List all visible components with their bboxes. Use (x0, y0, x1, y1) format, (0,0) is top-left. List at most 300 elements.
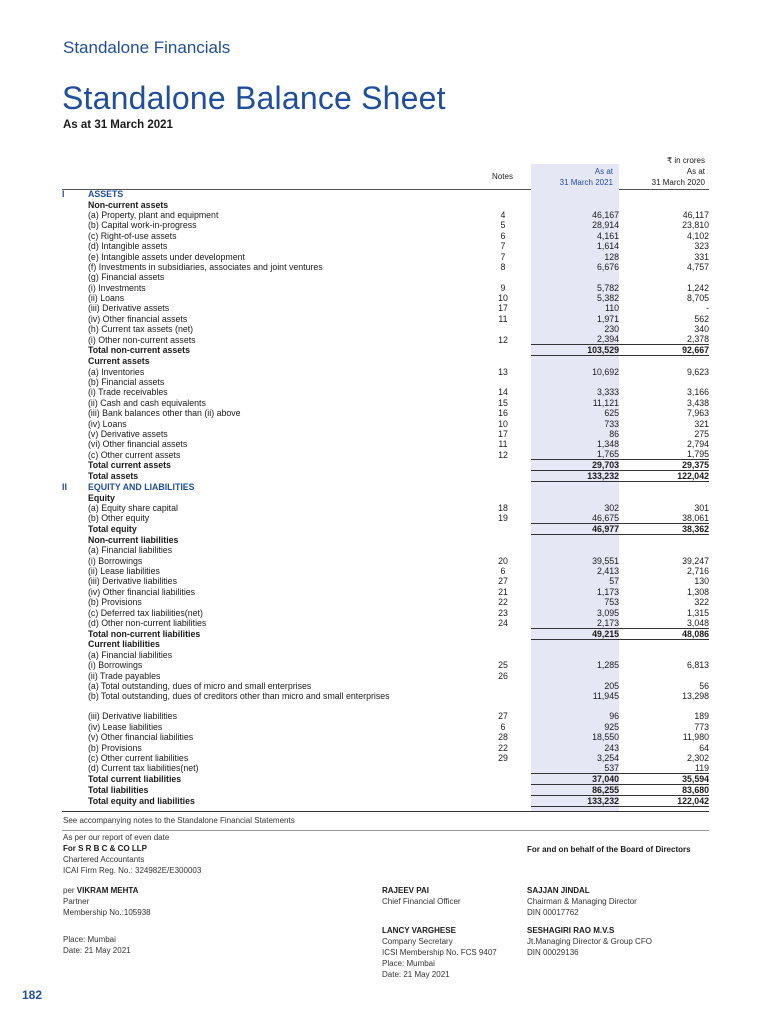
row-note: 27 (498, 711, 508, 722)
row-value-2020: 11,980 (682, 732, 709, 743)
table-row (62, 429, 709, 439)
table-row (62, 345, 709, 356)
row-label: (c) Deferred tax liabilities(net) (88, 607, 203, 618)
row-note: 14 (498, 387, 508, 398)
row-note (475, 650, 531, 660)
row-value-2020: 35,594 (619, 774, 709, 785)
row-label: (d) Other non-current liabilities (88, 618, 207, 629)
row-value-2021 (531, 272, 619, 282)
row-note (475, 535, 531, 545)
row-note: 22 (498, 597, 508, 608)
row-note: 9 (500, 282, 506, 293)
row-note (475, 639, 531, 649)
table-row (62, 670, 709, 680)
row-note: 5 (500, 220, 506, 231)
partner-place-date (63, 934, 131, 956)
table-row (62, 439, 709, 449)
row-label: (c) Other current liabilities (88, 752, 189, 763)
row-label: (iv) Lease liabilities (88, 721, 163, 732)
row-value-2021: 5,782 (596, 282, 619, 293)
row-value-2021: 733 (604, 418, 619, 429)
row-label: (b) Financial assets (88, 376, 165, 387)
table-row (62, 503, 709, 513)
table-row (62, 251, 709, 261)
table-row (62, 283, 709, 293)
row-value-2021: 3,333 (596, 387, 619, 398)
row-value-2021: 57 (609, 576, 619, 587)
row-value-2020: 331 (694, 251, 709, 262)
row-note: 20 (498, 555, 508, 566)
row-value-2020: 83,680 (619, 785, 709, 796)
row-label: (a) Property, plant and equipment (88, 209, 219, 220)
row-label: (e) Intangible assets under development (88, 251, 245, 262)
partner-date: Date: 21 May 2021 (63, 946, 131, 955)
row-number (62, 241, 88, 251)
cs-name: LANCY VARGHESE (382, 926, 456, 935)
row-number (62, 251, 88, 261)
table-row (62, 199, 709, 209)
row-note: 10 (498, 293, 508, 304)
row-note (475, 189, 531, 199)
table-row (62, 408, 709, 418)
row-number (62, 303, 88, 313)
row-value-2020: 38,362 (619, 524, 709, 535)
row-note: 11 (498, 313, 508, 324)
table-row (62, 492, 709, 502)
row-value-2021: 2,173 (596, 617, 619, 628)
auditor-block (63, 832, 201, 876)
row-value-2020 (619, 492, 709, 502)
row-label: (b) Total outstanding, dues of creditors other than micro and small enterprises (88, 691, 390, 702)
row-value-2020: 1,308 (686, 586, 709, 597)
row-value-2021: 28,914 (592, 220, 619, 231)
row-label: (ii) Trade payables (88, 670, 161, 681)
row-label: (d) Intangible assets (88, 241, 168, 252)
row-number (62, 555, 88, 565)
table-row (62, 366, 709, 376)
row-number (62, 711, 88, 721)
table-bottom-rule (62, 811, 709, 812)
row-note: 25 (498, 660, 508, 671)
row-value-2021 (531, 482, 619, 492)
row-value-2021: 46,675 (592, 513, 619, 524)
table-row (62, 231, 709, 241)
row-note: 24 (498, 618, 508, 629)
row-number (62, 439, 88, 449)
row-number (62, 742, 88, 752)
row-label: (f) Investments in subsidiaries, associates and joint ventures (88, 261, 323, 272)
row-number (62, 334, 88, 345)
row-note: 12 (498, 449, 508, 460)
row-label: (vi) Other financial assets (88, 439, 188, 450)
row-value-2020: 1,242 (686, 282, 709, 293)
row-value-2021: 1,971 (596, 313, 619, 324)
row-value-2021: 18,550 (592, 732, 619, 743)
row-value-2020: 322 (694, 597, 709, 608)
row-label: (a) Equity share capital (88, 502, 178, 513)
table-row (62, 220, 709, 230)
row-label: (c) Other current assets (88, 449, 181, 460)
row-number (62, 535, 88, 545)
row-label: ASSETS (88, 189, 124, 200)
row-number (62, 597, 88, 607)
row-number (62, 691, 88, 711)
row-number (62, 639, 88, 649)
row-note (475, 471, 531, 482)
row-label: Total equity and liabilities (88, 796, 195, 807)
row-value-2020: 3,438 (686, 397, 709, 408)
row-value-2020: 323 (694, 241, 709, 252)
row-value-2020: 9,623 (686, 366, 709, 377)
row-number (62, 356, 88, 366)
row-value-2021 (531, 535, 619, 545)
row-number (62, 513, 88, 524)
chairman-block (527, 885, 637, 918)
row-label: (h) Current tax assets (net) (88, 324, 194, 335)
firm-reg: ICAI Firm Reg. No.: 324982E/E300003 (63, 866, 202, 875)
row-value-2021: 1,173 (596, 586, 619, 597)
signature-rule (62, 830, 709, 831)
row-label: Non-current liabilities (88, 534, 179, 545)
row-value-2020: 23,810 (682, 220, 709, 231)
row-label: (i) Borrowings (88, 555, 143, 566)
row-value-2020: 2,302 (686, 752, 709, 763)
row-value-2020: 64 (699, 742, 709, 753)
row-value-2021: 10,692 (592, 366, 619, 377)
row-label: (b) Capital work-in-progress (88, 220, 197, 231)
row-number: I (62, 189, 65, 200)
board-label: For and on behalf of the Board of Directors (527, 845, 691, 854)
partner-prefix: per (63, 886, 75, 895)
row-value-2020: 122,042 (619, 471, 709, 482)
row-value-2020: 38,061 (682, 513, 709, 524)
row-value-2020: 189 (694, 711, 709, 722)
row-value-2021: 1,765 (596, 449, 619, 460)
row-number (62, 418, 88, 428)
row-label: (a) Financial liabilities (88, 545, 173, 556)
row-value-2021: 2,394 (596, 334, 619, 345)
row-value-2020: 6,813 (686, 660, 709, 671)
row-note: 8 (500, 261, 506, 272)
row-value-2020: - (706, 303, 709, 314)
table-row (62, 607, 709, 617)
row-value-2020: 321 (694, 418, 709, 429)
jmd-name: SESHAGIRI RAO M.V.S (527, 926, 615, 935)
row-number (62, 314, 88, 324)
table-row (62, 774, 709, 785)
table-row (62, 387, 709, 397)
table-row (62, 334, 709, 345)
row-value-2021 (531, 639, 619, 649)
row-label: (iii) Derivative liabilities (88, 576, 177, 587)
table-row (62, 742, 709, 752)
row-value-2021 (531, 356, 619, 366)
table-row (62, 545, 709, 555)
row-label: (iii) Bank balances other than (ii) above (88, 408, 241, 419)
row-note (475, 272, 531, 282)
balance-sheet-table (62, 189, 709, 807)
row-note (475, 628, 531, 639)
row-label: (b) Provisions (88, 597, 142, 608)
board-line (527, 844, 691, 855)
row-note: 7 (500, 251, 506, 262)
row-label: (ii) Lease liabilities (88, 566, 160, 577)
row-number (62, 283, 88, 293)
partner-membership: Membership No.:105938 (63, 908, 151, 917)
table-row (62, 513, 709, 524)
row-note: 18 (498, 502, 508, 513)
row-number (62, 576, 88, 586)
table-row (62, 763, 709, 774)
row-note: 15 (498, 397, 508, 408)
table-row (62, 398, 709, 408)
partner-block (63, 885, 151, 918)
row-value-2021 (531, 199, 619, 209)
row-note (475, 796, 531, 807)
table-row (62, 189, 709, 199)
table-row (62, 524, 709, 535)
row-value-2021: 11,945 (592, 691, 619, 702)
row-label: Total non-current liabilities (88, 628, 201, 639)
row-number (62, 366, 88, 376)
row-value-2021: 11,121 (592, 397, 619, 408)
row-value-2020 (619, 272, 709, 282)
row-value-2021 (531, 189, 619, 199)
row-value-2021: 230 (604, 324, 619, 335)
row-value-2020: 2,378 (686, 334, 709, 345)
row-label: Non-current assets (88, 199, 169, 210)
row-value-2020: 119 (694, 763, 709, 774)
report-line: As per our report of even date (63, 833, 170, 842)
row-value-2020: 48,086 (619, 628, 709, 639)
row-number (62, 460, 88, 471)
row-value-2021: 103,529 (531, 345, 619, 356)
row-number (62, 503, 88, 513)
table-row (62, 732, 709, 742)
row-number (62, 345, 88, 356)
row-value-2020: 7,963 (686, 408, 709, 419)
row-note (475, 691, 531, 711)
row-label: (v) Other financial liabilities (88, 732, 194, 743)
row-value-2020: 130 (694, 576, 709, 587)
row-value-2021: 133,232 (531, 471, 619, 482)
row-value-2021 (531, 545, 619, 555)
row-note: 29 (498, 752, 508, 763)
table-row (62, 796, 709, 807)
row-value-2021: 49,215 (531, 628, 619, 639)
row-label: Total current liabilities (88, 774, 182, 785)
row-note: 6 (500, 230, 506, 241)
table-row (62, 753, 709, 763)
row-value-2020: 2,794 (686, 439, 709, 450)
row-number (62, 262, 88, 272)
chairman-role: Chairman & Managing Director (527, 897, 637, 906)
row-value-2020 (619, 639, 709, 649)
row-value-2020: 4,102 (686, 230, 709, 241)
row-label: (i) Trade receivables (88, 387, 168, 398)
row-label: (ii) Cash and cash equivalents (88, 397, 206, 408)
row-value-2021: 1,348 (596, 439, 619, 450)
row-value-2021: 243 (604, 742, 619, 753)
row-label: (iv) Other financial liabilities (88, 586, 196, 597)
row-value-2020: 13,298 (682, 691, 709, 702)
table-row (62, 566, 709, 576)
cs-block (382, 925, 497, 980)
table-row (62, 639, 709, 649)
previous-year-header-line2: 31 March 2020 (651, 178, 705, 187)
row-number (62, 618, 88, 629)
row-value-2021: 6,676 (596, 261, 619, 272)
section-label: Standalone Financials (63, 38, 231, 57)
table-row (62, 324, 709, 334)
row-note: 10 (498, 418, 508, 429)
cs-place: Place: Mumbai (382, 959, 435, 968)
row-number (62, 628, 88, 639)
table-row (62, 535, 709, 545)
table-row (62, 691, 709, 711)
row-label: (a) Financial liabilities (88, 649, 173, 660)
table-row (62, 418, 709, 428)
row-number (62, 492, 88, 502)
row-number (62, 293, 88, 303)
row-number (62, 650, 88, 660)
row-note (475, 460, 531, 471)
row-label: Total equity (88, 524, 137, 535)
table-row (62, 356, 709, 366)
row-value-2020: 46,117 (682, 209, 709, 220)
table-row (62, 262, 709, 272)
row-value-2021: 96 (609, 711, 619, 722)
row-label: (iii) Derivative assets (88, 303, 170, 314)
row-label: Current assets (88, 356, 150, 367)
row-note: 28 (498, 732, 508, 743)
row-value-2021: 110 (604, 303, 619, 314)
row-value-2020: 2,716 (686, 566, 709, 577)
table-row (62, 576, 709, 586)
row-note (475, 324, 531, 334)
table-row (62, 681, 709, 691)
row-value-2020: 3,166 (686, 387, 709, 398)
row-note: 13 (498, 366, 508, 377)
row-value-2021: 4,161 (596, 230, 619, 241)
row-value-2021: 128 (604, 251, 619, 262)
row-value-2021: 1,614 (596, 241, 619, 252)
row-value-2021 (531, 377, 619, 387)
row-number (62, 377, 88, 387)
row-note (475, 524, 531, 535)
jmd-role: Jt.Managing Director & Group CFO (527, 937, 652, 946)
notes-column-header: Notes (492, 172, 513, 181)
row-value-2021: 46,167 (592, 209, 619, 220)
row-value-2021: 2,413 (596, 566, 619, 577)
row-number (62, 545, 88, 555)
row-note: 7 (500, 241, 506, 252)
row-label: (i) Other non-current assets (88, 334, 196, 345)
table-row (62, 377, 709, 387)
row-number (62, 471, 88, 482)
row-note (475, 545, 531, 555)
previous-year-header (619, 164, 709, 189)
row-number (62, 753, 88, 763)
row-number (62, 660, 88, 670)
row-value-2020: 8,705 (686, 293, 709, 304)
row-label: (a) Inventories (88, 366, 145, 377)
row-label: Total non-current assets (88, 345, 190, 356)
row-value-2021: 753 (604, 597, 619, 608)
row-number (62, 429, 88, 439)
row-note: 11 (498, 439, 508, 450)
row-value-2021 (531, 492, 619, 502)
firm-name: For S R B C & CO LLP (63, 844, 147, 853)
row-label: (g) Financial assets (88, 272, 165, 283)
row-number (62, 763, 88, 774)
row-value-2021: 925 (604, 721, 619, 732)
row-note (475, 785, 531, 796)
row-value-2020 (619, 189, 709, 199)
row-note (475, 763, 531, 774)
previous-year-header-line1: As at (686, 167, 705, 176)
row-number (62, 449, 88, 460)
row-number (62, 587, 88, 597)
row-label: (i) Investments (88, 282, 146, 293)
as-at-date: As at 31 March 2021 (63, 119, 173, 131)
row-note (475, 345, 531, 356)
cfo-role: Chief Financial Officer (382, 897, 461, 906)
row-note: 21 (498, 586, 508, 597)
row-note (475, 482, 531, 492)
row-value-2021: 537 (604, 763, 619, 774)
table-row (62, 555, 709, 565)
row-number (62, 398, 88, 408)
row-number (62, 607, 88, 617)
partner-name: VIKRAM MEHTA (76, 886, 139, 895)
row-note (475, 199, 531, 209)
row-note: 26 (498, 670, 508, 681)
row-value-2021: 625 (604, 408, 619, 419)
row-note: 23 (498, 607, 508, 618)
cfo-block (382, 885, 461, 907)
row-value-2020: 56 (699, 681, 709, 692)
table-row (62, 210, 709, 220)
table-row (62, 272, 709, 282)
row-label: Total assets (88, 471, 139, 482)
row-value-2020: 1,315 (686, 607, 709, 618)
row-note: 6 (500, 566, 506, 577)
cfo-name: RAJEEV PAI (382, 886, 429, 895)
row-note: 17 (498, 303, 508, 314)
jmd-din: DIN 00029136 (527, 948, 579, 957)
row-note: 16 (498, 408, 508, 419)
row-value-2020: 562 (694, 313, 709, 324)
row-number (62, 722, 88, 732)
row-value-2021: 205 (604, 681, 619, 692)
page-title: Standalone Balance Sheet (62, 80, 446, 116)
row-note: 22 (498, 742, 508, 753)
row-value-2021: 1,285 (596, 660, 619, 671)
row-number: II (62, 482, 67, 493)
current-year-header (531, 164, 619, 189)
row-value-2020 (619, 199, 709, 209)
row-note (475, 377, 531, 387)
row-note: 12 (498, 334, 508, 345)
row-number (62, 220, 88, 230)
row-number (62, 231, 88, 241)
table-row (62, 587, 709, 597)
row-value-2021: 37,040 (531, 774, 619, 785)
row-value-2021: 29,703 (531, 460, 619, 471)
row-value-2020: 122,042 (619, 796, 709, 807)
table-row (62, 660, 709, 670)
